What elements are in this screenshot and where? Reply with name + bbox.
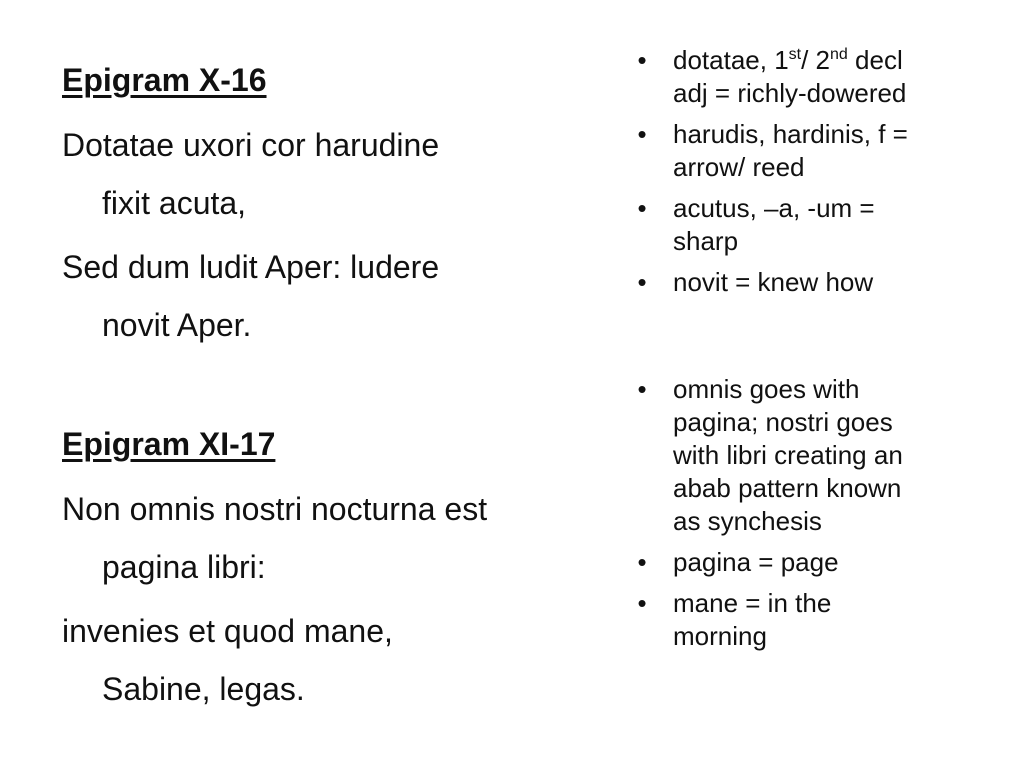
epigram-1-line-1-continuation: fixit acuta, [102, 185, 247, 221]
note-omnis-line-5: as synchesis [673, 506, 822, 536]
bullet-icon: • [637, 45, 647, 75]
note-dotatae-post: decl [847, 45, 903, 75]
note-dotatae-sup-2: nd [830, 46, 848, 63]
note-omnis [630, 373, 970, 538]
epigram-2-line-1-continuation: pagina libri: [102, 549, 266, 585]
note-omnis-line-3: with libri creating an [673, 440, 903, 470]
bullet-icon: • [637, 119, 647, 149]
notes-list-1 [630, 44, 970, 299]
note-acutus-line-2: sharp [673, 226, 739, 256]
note-mane-line-1: mane = in the [673, 588, 832, 618]
spacer [62, 360, 632, 418]
note-harudis-line-1: harudis, hardinis, f = [673, 119, 908, 149]
note-omnis-line-1: omnis goes with [673, 374, 860, 404]
note-novit [630, 266, 970, 299]
note-dotatae-line-1 [673, 44, 970, 77]
note-harudis-line-2: arrow/ reed [673, 152, 805, 182]
note-mane [630, 587, 970, 653]
note-omnis-line-4: abab pattern known [673, 473, 902, 503]
epigram-column [62, 50, 632, 724]
epigram-1-title: Epigram X-16 [62, 62, 267, 98]
note-dotatae-sup-1: st [788, 46, 802, 63]
epigram-1-line-1 [62, 116, 632, 232]
note-novit-line-1: novit = knew how [673, 267, 874, 297]
epigram-2-line-1 [62, 480, 632, 596]
note-pagina [630, 546, 970, 579]
epigram-1-line-2 [62, 238, 632, 354]
note-dotatae [630, 44, 970, 110]
epigram-1-line-1-text: Dotatae uxori cor harudine [62, 127, 440, 163]
epigram-2-line-2 [62, 602, 632, 718]
note-mane-line-2: morning [673, 621, 767, 651]
note-harudis [630, 118, 970, 184]
note-omnis-line-2: pagina; nostri goes [673, 407, 893, 437]
note-pagina-line-1: pagina = page [673, 547, 839, 577]
bullet-icon: • [637, 547, 647, 577]
epigram-2-title: Epigram XI-17 [62, 426, 276, 462]
note-acutus [630, 192, 970, 258]
notes-column [630, 44, 970, 661]
epigram-2-line-2-text: invenies et quod mane, [62, 613, 393, 649]
notes-gap [630, 307, 970, 373]
epigram-2-line-1-text: Non omnis nostri nocturna est [62, 491, 488, 527]
epigram-2-line-2-continuation: Sabine, legas. [102, 671, 305, 707]
notes-list-2 [630, 373, 970, 653]
note-dotatae-mid: / 2 [801, 45, 831, 75]
note-dotatae-pre: dotatae, 1 [673, 45, 789, 75]
bullet-icon: • [637, 374, 647, 404]
epigram-1-line-2-continuation: novit Aper. [102, 307, 252, 343]
epigram-1-line-2-text: Sed dum ludit Aper: ludere [62, 249, 440, 285]
bullet-icon: • [637, 588, 647, 618]
note-dotatae-line-2: adj = richly-dowered [673, 78, 907, 108]
bullet-icon: • [637, 267, 647, 297]
note-acutus-line-1: acutus, –a, -um = [673, 193, 875, 223]
bullet-icon: • [637, 193, 647, 223]
